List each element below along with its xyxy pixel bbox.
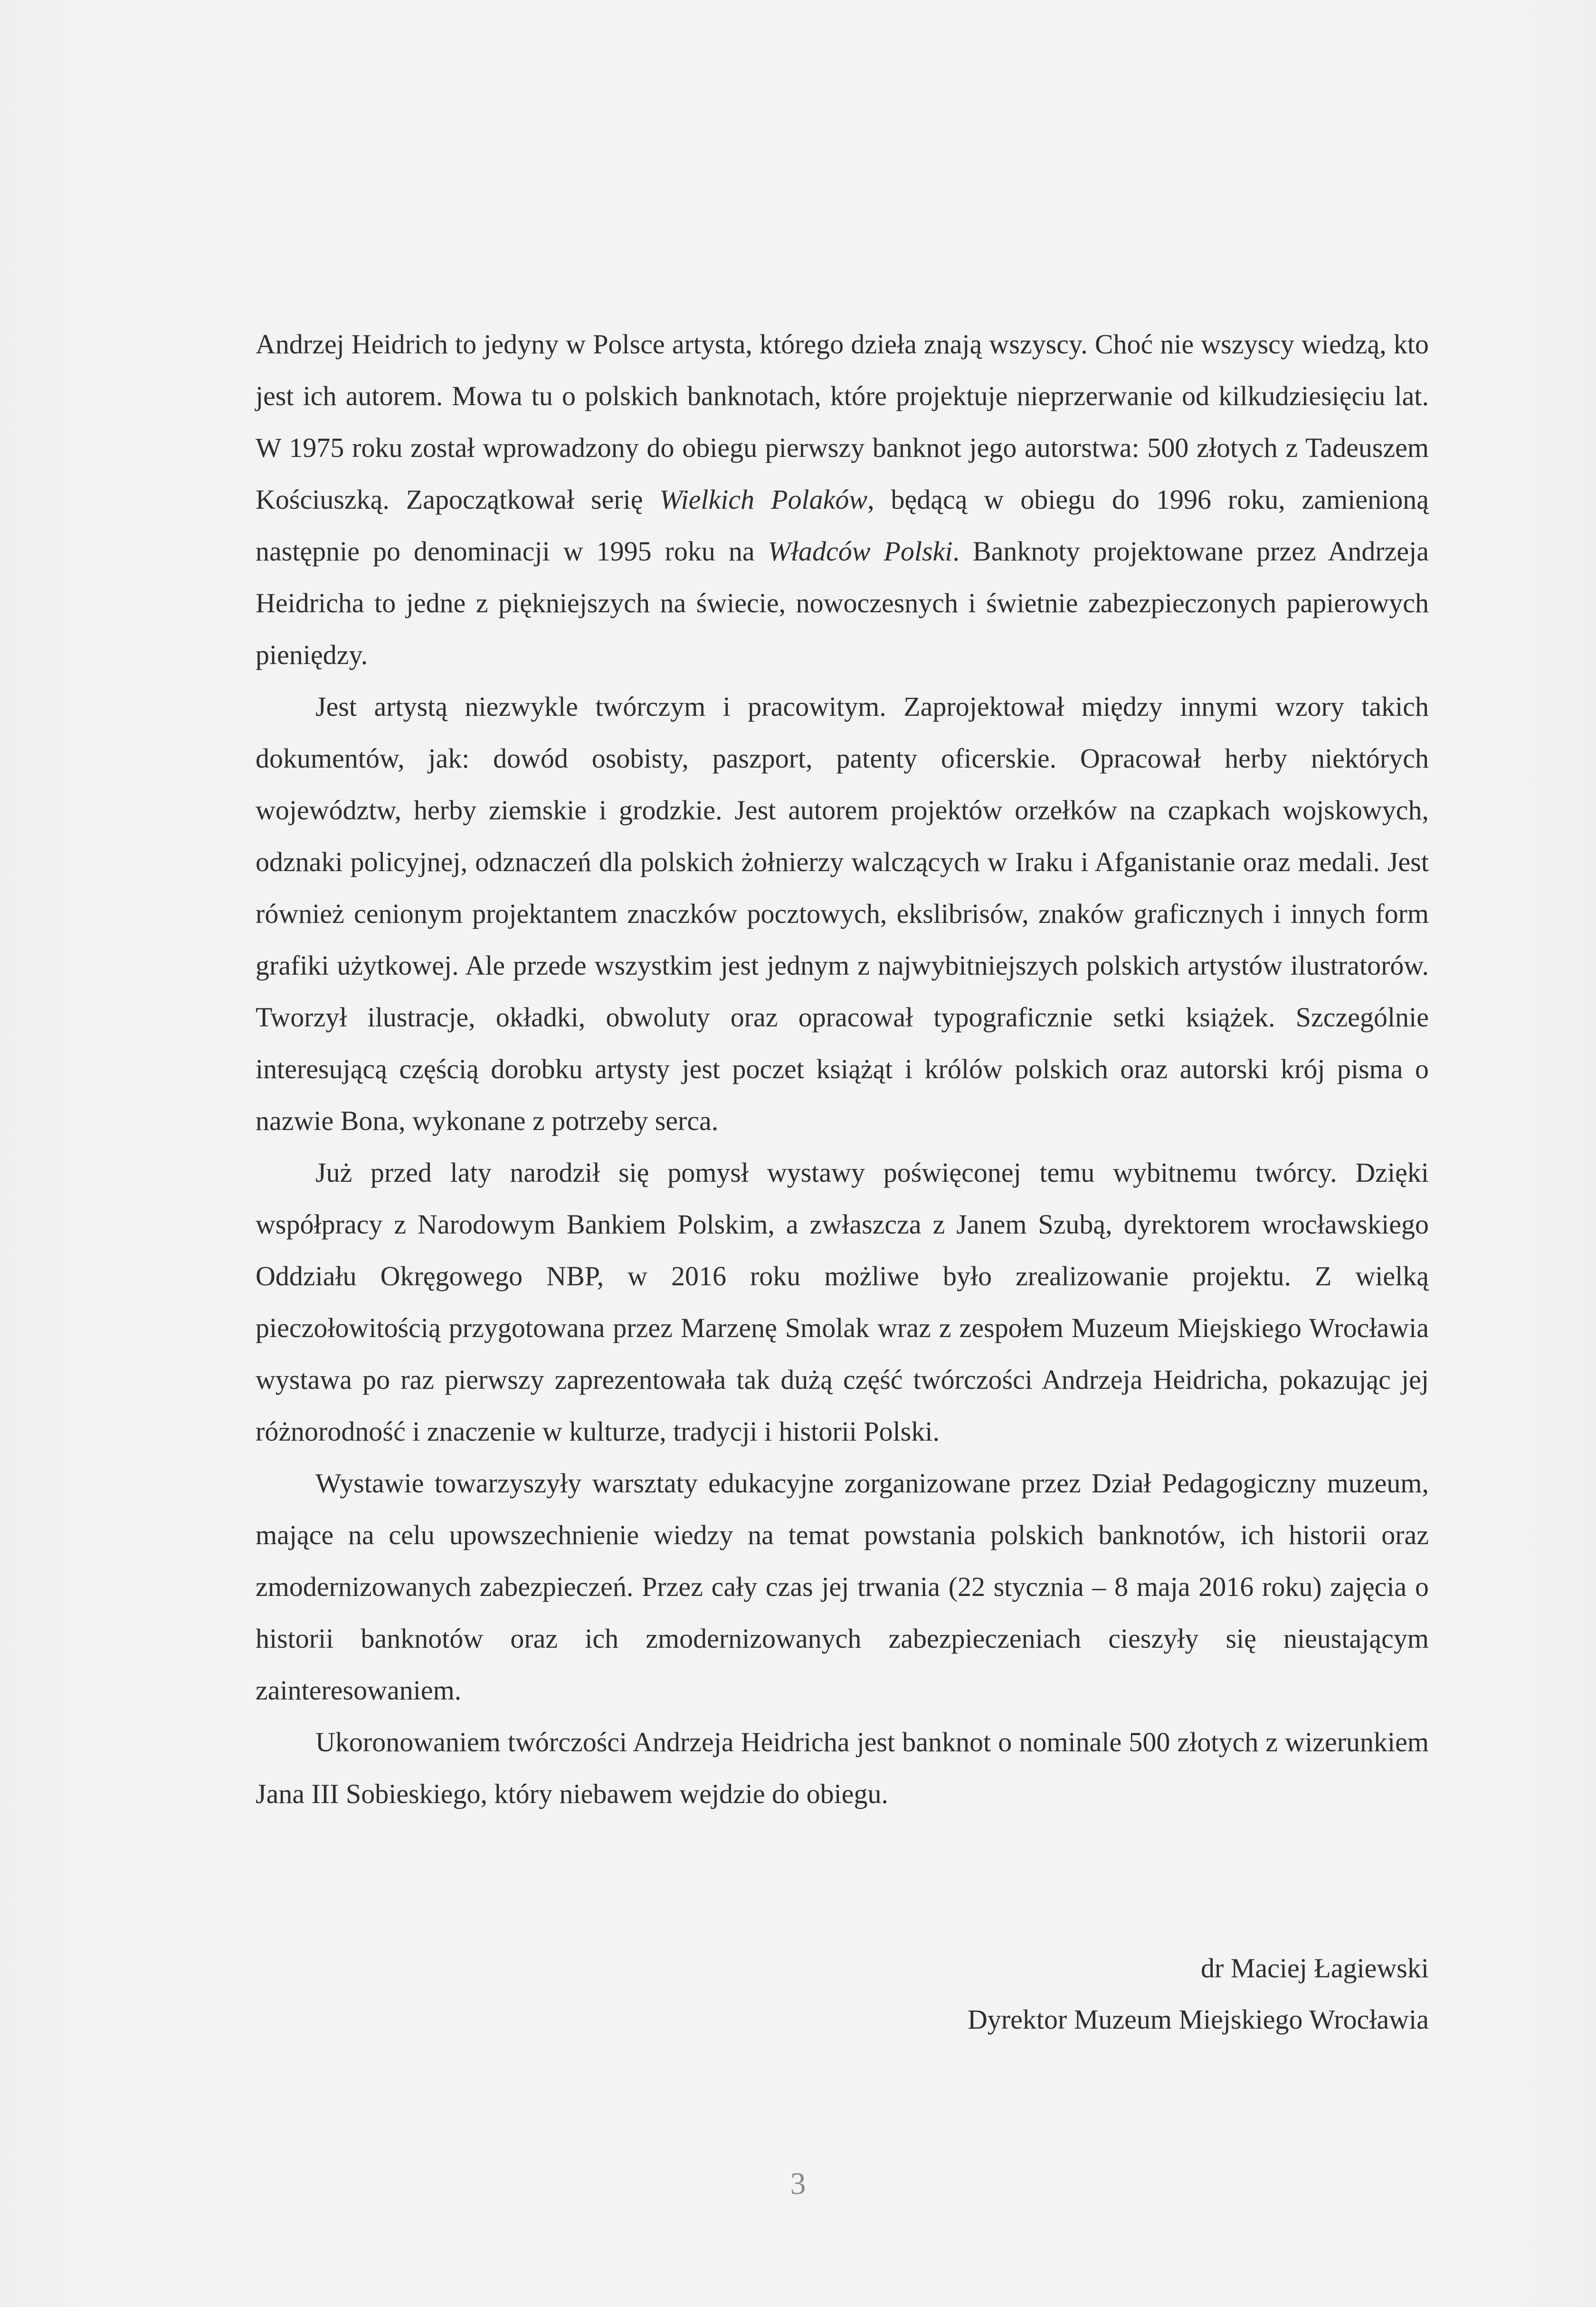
paragraph xyxy=(256,1457,1429,1716)
paragraph-text: Wystawie towarzyszyły warsztaty edukacyjne zorganizowane przez Dział Pedagogiczny muzeum, mające na celu upowszechnienie wiedzy na temat powstania polskich banknotów, ich historii oraz zmodernizowanych zabezpieczeń. Przez cały czas jej trwania (22 stycznia – 8 maja 2016 roku) zajęcia o historii banknotów oraz ich zmodernizowanych zabezpieczeniach cieszyły się nieustającym zainteresowaniem. xyxy=(256,1468,1429,1706)
series-title: Wielkich Polaków xyxy=(659,484,868,515)
paragraph-text: Ukoronowaniem twórczości Andrzeja Heidricha jest banknot o nominale 500 złotych z wizerunkiem Jana III Sobieskiego, który niebawem wejdzie do obiegu. xyxy=(256,1727,1429,1809)
paragraph-text: Już przed laty narodził się pomysł wystawy poświęconej temu wybitnemu twórcy. Dzięki współpracy z Narodowym Bankiem Polskim, a zwłaszcza z Janem Szubą, dyrektorem wrocławskiego Oddziału Okręgowego NBP, w 2016 roku możliwe było zrealizowanie projektu. Z wielką pieczołowitością przygotowana przez Marzenę Smolak wraz z zespołem Muzeum Miejskiego Wrocławia wystawa po raz pierwszy zaprezentowała tak dużą część twórczości Andrzeja Heidricha, pokazując jej różnorodność i znaczenie w kulturze, tradycji i historii Polski. xyxy=(256,1157,1429,1447)
paragraph-text: . Banknoty projektowane przez Andrzeja Heidricha to jedne z piękniejszych na świecie, nowoczesnych i świetnie zabezpieczonych papierowych pieniędzy. xyxy=(256,536,1429,670)
paragraph xyxy=(256,681,1429,1147)
paragraph-text: , będącą w obiegu do 1996 roku, zamienioną następnie po denominacji w 1995 roku na xyxy=(256,484,1429,567)
signature-title: Dyrektor Muzeum Miejskiego Wrocławia xyxy=(967,2004,1429,2035)
series-title: Władców Polski xyxy=(768,536,953,567)
paragraph xyxy=(256,1147,1429,1457)
paragraph-text: Jest artystą niezwykle twórczym i pracowitym. Zaprojektował między innymi wzory takich dokumentów, jak: dowód osobisty, paszport, patenty oficerskie. Opracował herby niektórych województw, herby ziemskie i grodzkie. Jest autorem projektów orzełków na czapkach wojskowych, odznaki policyjnej, odznaczeń dla polskich żołnierzy walczących w Iraku i Afganistanie oraz medali. Jest również cenionym projektantem znaczków pocztowych, ekslibrisów, znaków graficznych i innych form grafiki użytkowej. Ale przede wszystkim jest jednym z najwybitniejszych polskich artystów ilustratorów. Tworzył ilustracje, okładki, obwoluty oraz opracował typograficznie setki książek. Szczególnie interesującą częścią dorobku artysty jest poczet książąt i królów polskich oraz autorski krój pisma o nazwie Bona, wykonane z potrzeby serca. xyxy=(256,691,1429,1136)
body-text xyxy=(256,318,1429,1820)
paragraph xyxy=(256,1716,1429,1820)
signature-block xyxy=(968,1943,1429,2045)
signature-name: dr Maciej Łagiewski xyxy=(1201,1953,1429,1984)
paragraph xyxy=(256,318,1429,681)
page-number: 3 xyxy=(790,2166,806,2201)
paragraph-text: Andrzej Heidrich to jedyny w Polsce artysta, którego dzieła znają wszyscy. Choć nie wszyscy wiedzą, kto jest ich autorem. Mowa tu o polskich banknotach, które projektuje nieprzerwanie od kilkudziesięciu lat. W 1975 roku został wprowadzony do obiegu pierwszy banknot jego autorstwa: 500 złotych z Tadeuszem Kościuszką. Zapoczątkował serię xyxy=(256,329,1429,515)
